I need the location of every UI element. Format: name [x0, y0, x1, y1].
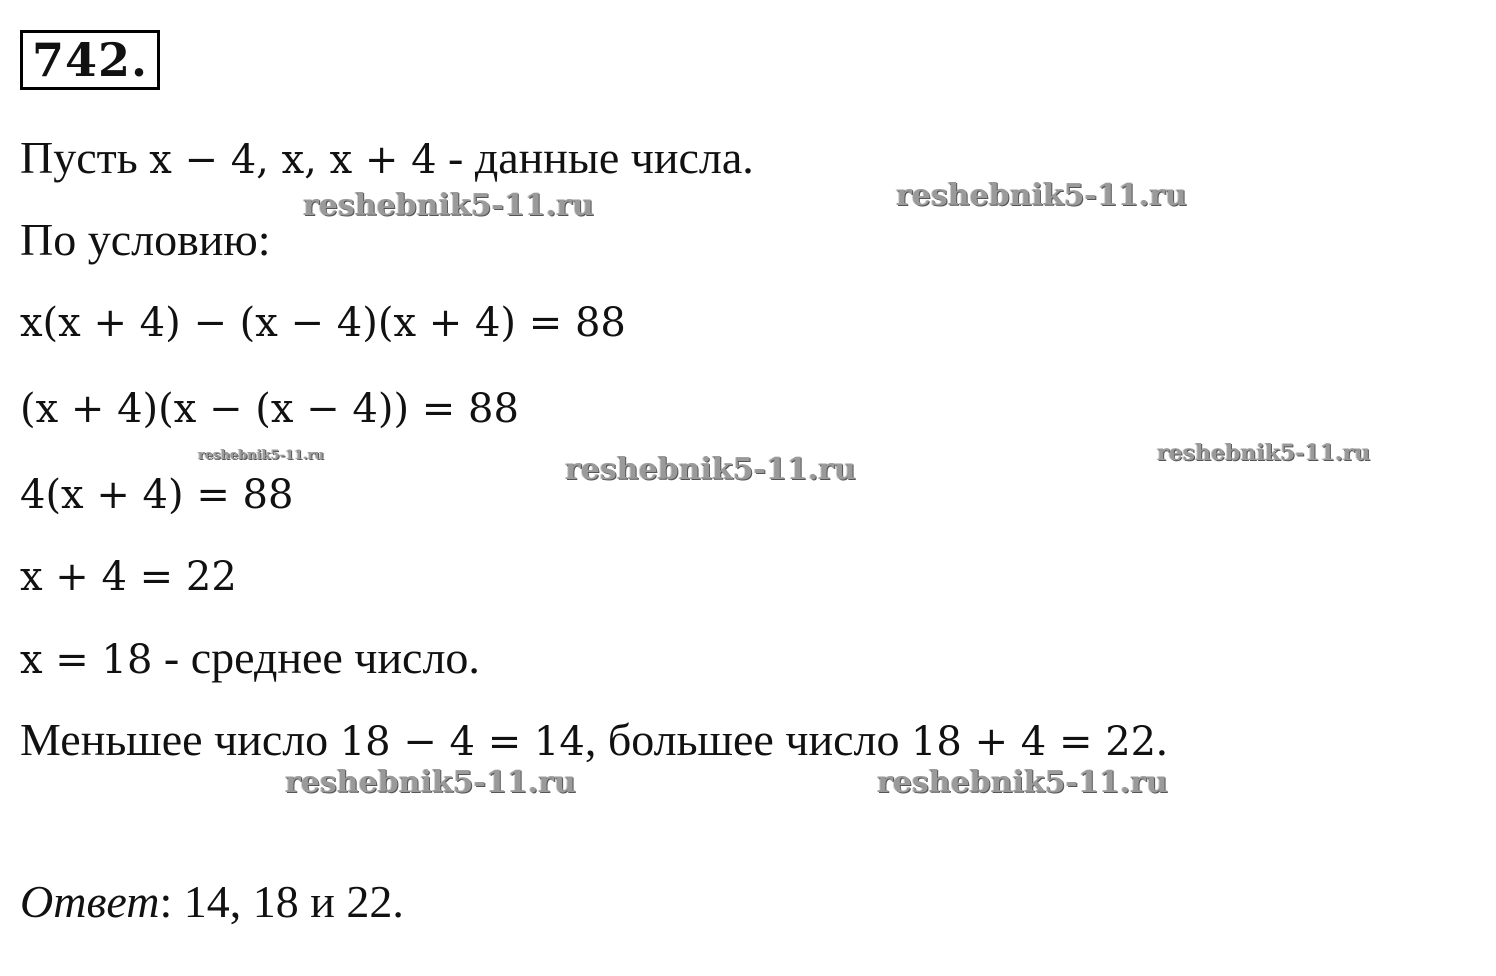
watermark: reshebnik5-11.ru	[303, 188, 594, 223]
line-equation-3	[20, 464, 293, 525]
line-equation-1	[20, 292, 626, 353]
problem-number: 742.	[31, 33, 149, 87]
equation-4: x + 4 = 22	[20, 554, 237, 600]
larger-number-math: 18 + 4 = 22	[910, 719, 1157, 765]
given-text-end: - данные числа.	[436, 132, 754, 183]
given-numbers-math: x − 4, x, x + 4	[149, 137, 437, 183]
equation-1: x(x + 4) − (x − 4)(x + 4) = 88	[20, 300, 626, 346]
line-middle-number	[20, 628, 480, 690]
equation-5: x = 18	[20, 637, 153, 683]
equation-2: (x + 4)(x − (x − 4)) = 88	[20, 386, 519, 432]
line-condition	[20, 210, 271, 271]
watermark: reshebnik5-11.ru	[896, 178, 1187, 213]
condition-text: По условию:	[20, 214, 271, 265]
watermark: reshebnik5-11.ru	[285, 765, 576, 800]
watermark: reshebnik5-11.ru	[877, 765, 1168, 800]
watermark: reshebnik5-11.ru	[1157, 440, 1371, 466]
line-smaller-larger	[20, 710, 1168, 772]
answer-value: : 14, 18 и 22.	[159, 876, 404, 927]
larger-number-text: , большее число	[584, 714, 911, 765]
line-equation-4	[20, 546, 237, 607]
problem-number-box	[20, 30, 160, 90]
line-given	[20, 128, 754, 190]
line-answer	[20, 872, 404, 933]
sentence-end: .	[1156, 714, 1168, 765]
given-text-start: Пусть	[20, 132, 150, 183]
middle-number-text: - среднее число.	[152, 632, 480, 683]
smaller-number-text: Меньшее число	[20, 714, 340, 765]
watermark: reshebnik5-11.ru	[198, 448, 325, 463]
smaller-number-math: 18 − 4 = 14	[339, 719, 585, 765]
line-equation-2	[20, 378, 519, 439]
watermark: reshebnik5-11.ru	[565, 452, 856, 487]
equation-3: 4(x + 4) = 88	[20, 472, 294, 518]
answer-label: Ответ	[20, 876, 160, 927]
